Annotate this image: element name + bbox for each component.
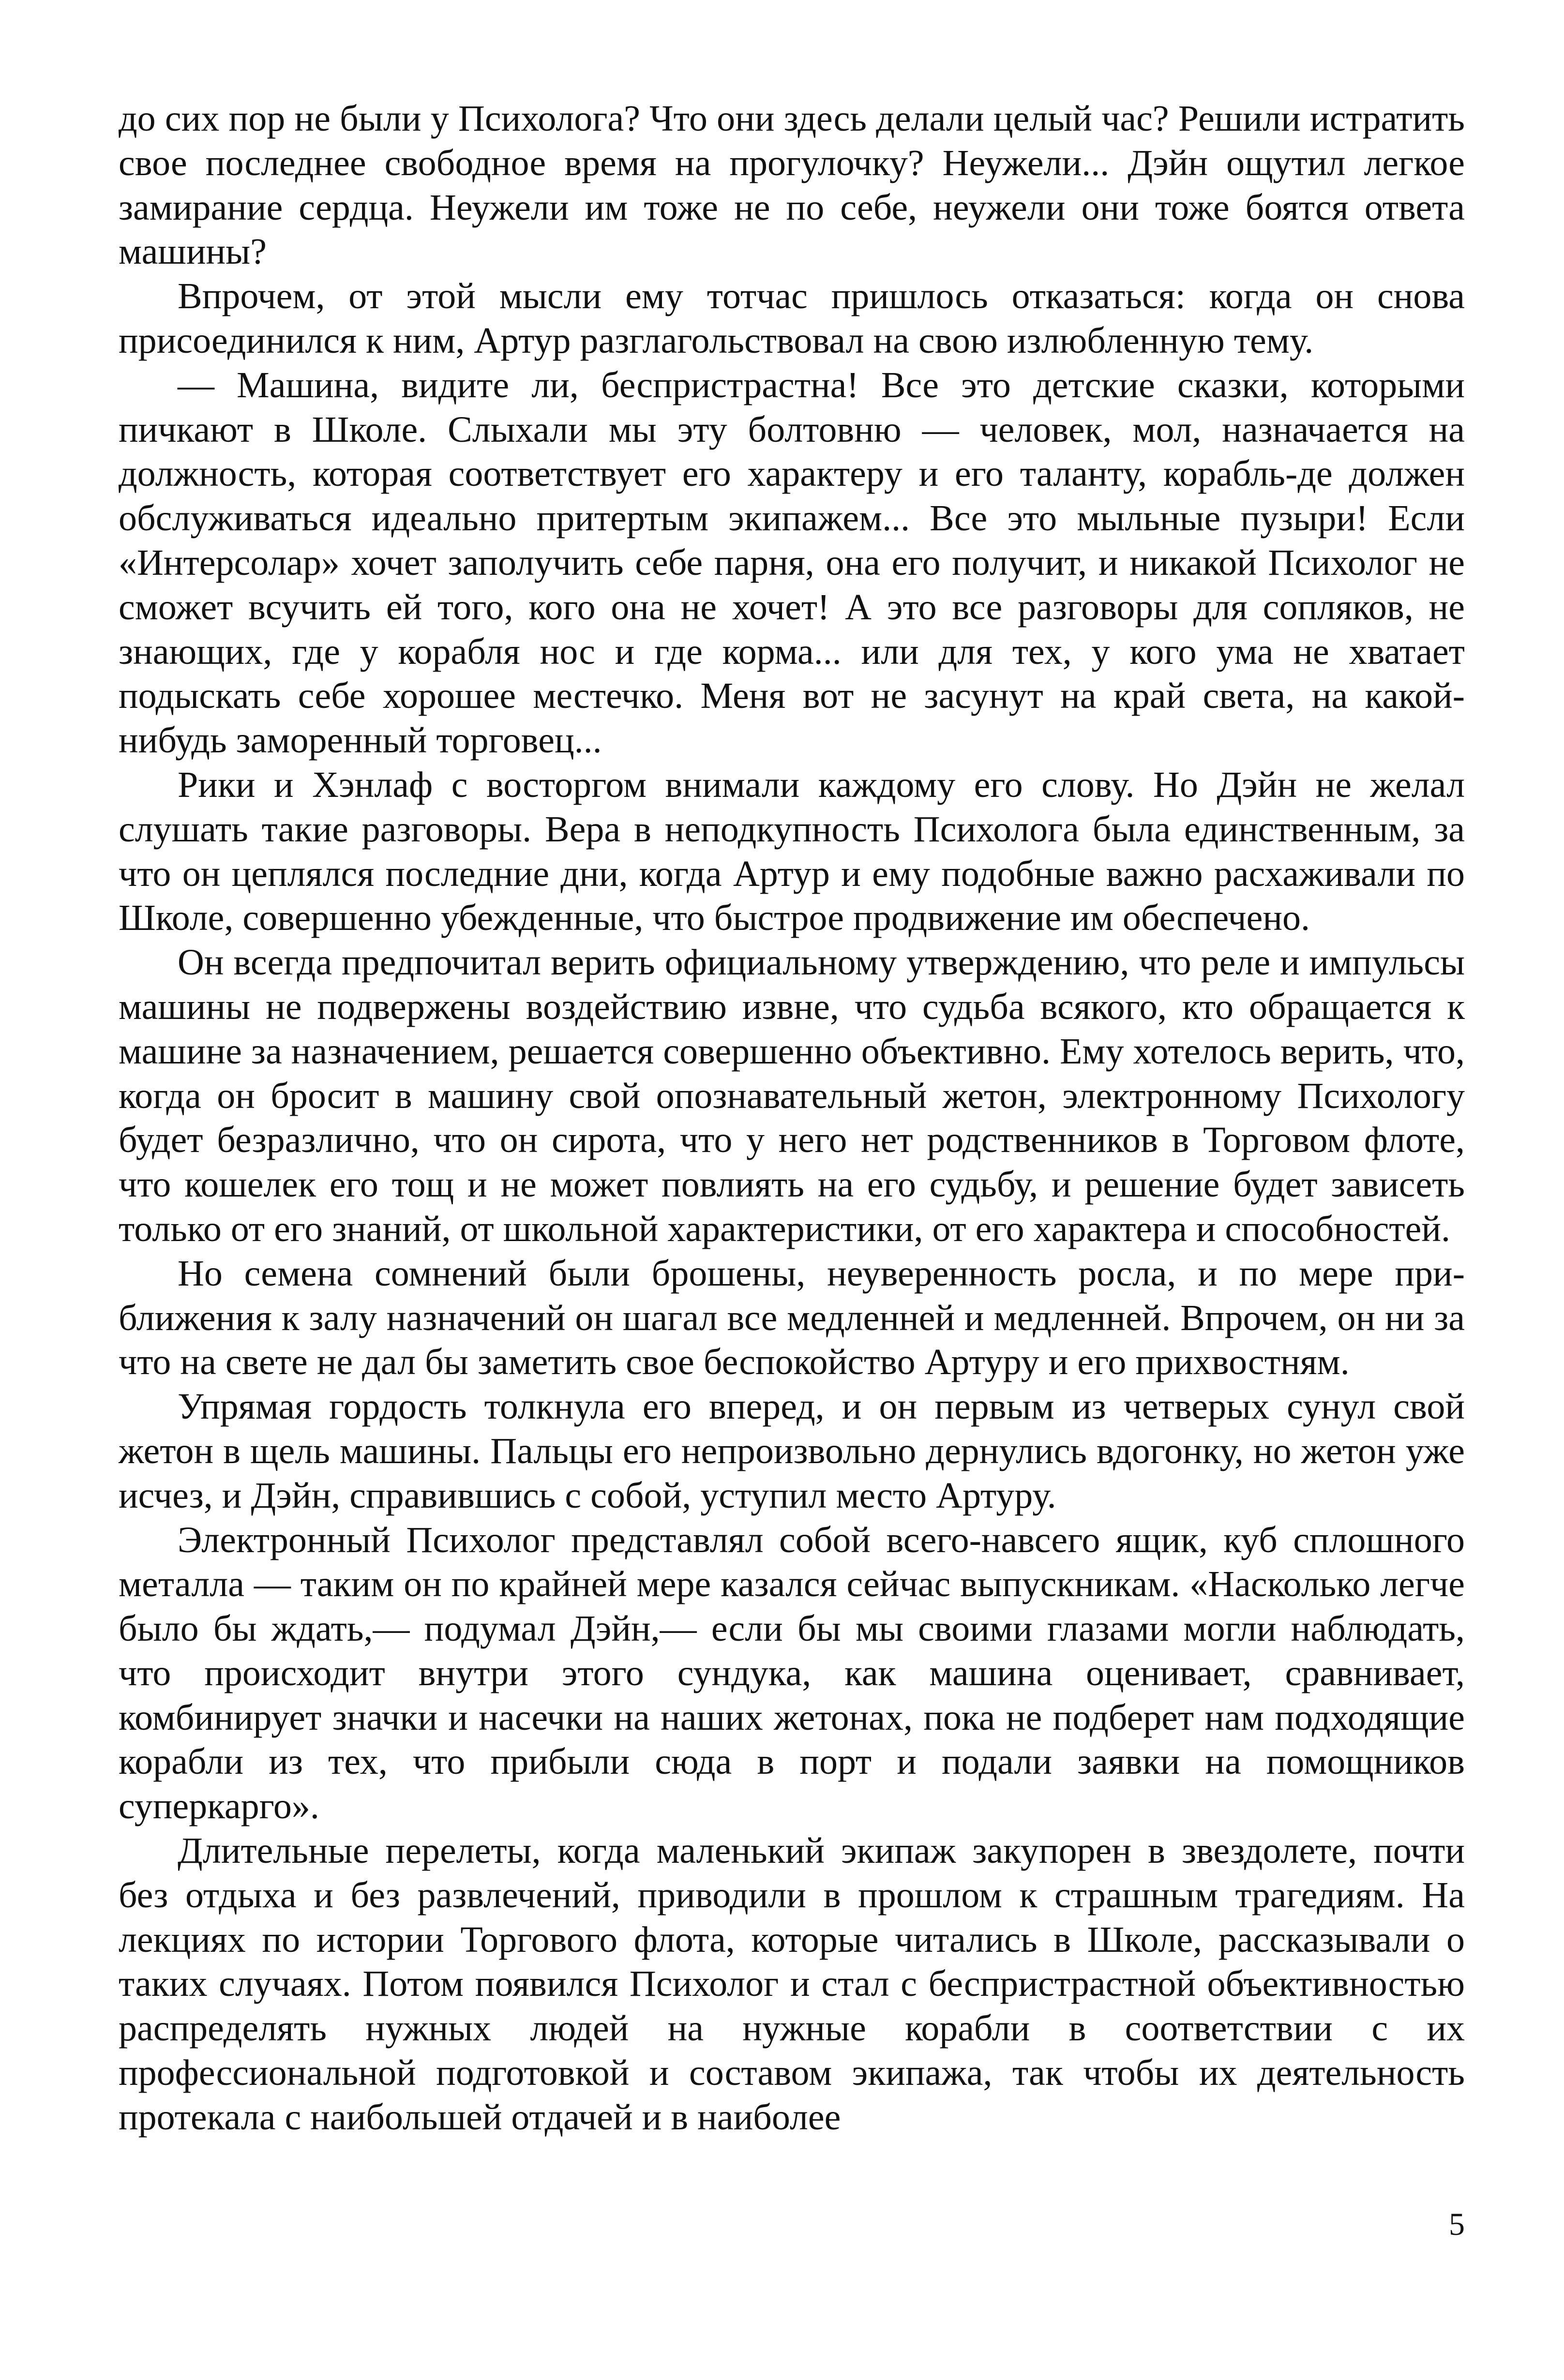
paragraph-9: Длительные перелеты, когда маленький экипаж закупорен в звездолете, почти без отдыха и без развлечений, приводили в прошлом к страшным трагедиям. На лекциях по истории Торгового флота, которые читались в Школе, рассказывали о таких случаях. Потом появился Психолог и стал с беспристрастной объективностью распределять нужных людей на нужные корабли в соответствии с их профессиональной подготовкой и составом экипажа, так чтобы их деятельность протекала с наибольшей отдачей и в наиболее (119, 1830, 1465, 2138)
page-number: 5 (1449, 2207, 1465, 2242)
paragraph-4: Рики и Хэнлаф с восторгом внимали каждому его слову. Но Дэйн не желал слушать такие разговоры. Вера в неподкупность Психолога была единственным, за что он цеплялся последние дни, когда Артур и ему подобные важно расхаживали по Школе, совершенно убежденные, что быстрое продвижение им обеспечено. (119, 764, 1465, 939)
paragraph-8: Электронный Психолог представлял собой всего-навсего ящик, куб сплошного металла — таким он по крайней мере казался сейчас выпускникам. «Насколько легче было бы ждать,— подумал Дэйн,— если бы мы своими глазами могли наблюдать, что происходит внутри этого сундука, как машина оценивает, сравнивает, комбинирует значки и насечки на наших жетонах, пока не подберет нам подходящие корабли из тех, что прибыли сюда в порт и подали заявки на помощников суперкарго». (119, 1519, 1465, 1827)
paragraph-5: Он всегда предпочитал верить официальному утверждению, что реле и импульсы машины не подвержены воздействию извне, что судьба всякого, кто обращается к машине за назначением, решается совершенно объективно. Ему хотелось верить, что, когда он бросит в машину свой опознавательный жетон, электронному Психологу будет безразлично, что он сирота, что у него нет родственников в Торговом флоте, что кошелек его тощ и не может повлиять на его судьбу, и решение будет зависеть только от его знаний, от школьной характеристики, от его характера и способностей. (119, 942, 1465, 1249)
paragraph-6: Но семена сомнений были брошены, неуверенность росла, и по мере приближения к залу назначений он шагал все медленней и медленней. Впрочем, он ни за что на свете не дал бы заметить свое беспокойство Артуру и его прихвостням. (119, 1253, 1465, 1383)
paragraph-2: Впрочем, от этой мысли ему тотчас пришлось отказаться: когда он снова присоединился к ним, Артур разглагольствовал на свою излюбленную тему. (119, 276, 1465, 361)
paragraph-7: Упрямая гордость толкнула его вперед, и он первым из четверых сунул свой жетон в щель машины. Пальцы его непроизвольно дернулись вдогонку, но жетон уже исчез, и Дэйн, справившись с собой, уступил место Артуру. (119, 1386, 1465, 1516)
paragraph-3: — Машина, видите ли, беспристрастна! Все это детские сказки, которыми пичкают в Школе. Слыхали мы эту болтовню — человек, мол, назначается на должность, которая соответствует его характеру и его таланту, корабль-де должен обслуживаться идеально притертым экипажем... Все это мыльные пузыри! Если «Интерсолар» хочет заполучить себе парня, она его получит, и никакой Психолог не сможет всучить ей того, кого она не хочет! А это все разговоры для сопляков, не знающих, где у корабля нос и где корма... или для тех, у кого ума не хватает подыскать себе хорошее местечко. Меня вот не засунут на край света, на какой-нибудь заморенный торговец... (119, 364, 1465, 761)
page-body (119, 97, 1465, 2274)
paragraph-1: до сих пор не были у Психолога? Что они здесь делали целый час? Решили истратить свое последнее свободное время на прогулочку? Неужели... Дэйн ощутил легкое замирание сердца. Неужели им тоже не по себе, неужели они тоже боятся ответа машины? (119, 98, 1465, 272)
